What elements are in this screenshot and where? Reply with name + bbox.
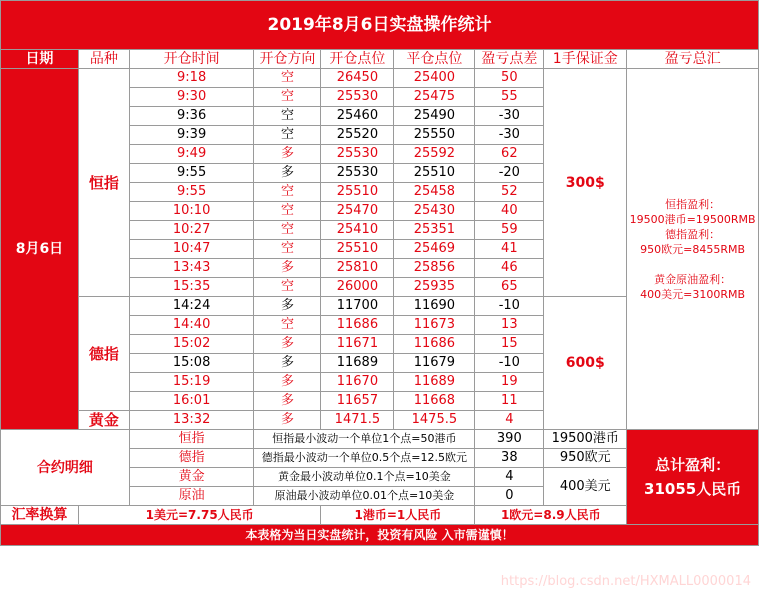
- contract-profit-gold-oil: 400美元: [544, 468, 627, 506]
- trade-open-time: 14:40: [129, 316, 254, 335]
- trade-direction: 空: [254, 316, 321, 335]
- trade-close-price: 25935: [394, 278, 475, 297]
- trade-pnl-points: 15: [475, 335, 544, 354]
- contract-points: 0: [475, 487, 544, 506]
- trade-open-time: 16:01: [129, 392, 254, 411]
- trade-pnl-points: 41: [475, 240, 544, 259]
- pnl-summary: [627, 69, 759, 430]
- trade-open-price: 25460: [321, 107, 394, 126]
- trade-close-price: 11673: [394, 316, 475, 335]
- contract-desc: 德指最小波动一个单位0.5个点=12.5欧元: [254, 449, 475, 468]
- trade-close-price: 11679: [394, 354, 475, 373]
- header-direction: 开仓方向: [254, 50, 321, 69]
- trade-pnl-points: 59: [475, 221, 544, 240]
- trade-direction: 空: [254, 107, 321, 126]
- summary-line: 950欧元=8455RMB: [640, 242, 746, 256]
- trade-open-price: 25520: [321, 126, 394, 145]
- fx-label: 汇率换算: [1, 506, 79, 525]
- summary-line: 黄金原油盈利：: [654, 272, 732, 286]
- trade-close-price: 11689: [394, 373, 475, 392]
- trade-direction: 空: [254, 278, 321, 297]
- header-close-price: 平仓点位: [394, 50, 475, 69]
- fx-usd: 1美元=7.75人民币: [78, 506, 321, 525]
- trade-direction: 多: [254, 392, 321, 411]
- trade-direction: 空: [254, 183, 321, 202]
- trade-open-price: 25410: [321, 221, 394, 240]
- page-title: 2019年8月6日实盘操作统计: [1, 1, 759, 50]
- trade-open-time: 9:36: [129, 107, 254, 126]
- trade-open-time: 13:43: [129, 259, 254, 278]
- header-margin: 1手保证金: [544, 50, 627, 69]
- trade-pnl-points: 62: [475, 145, 544, 164]
- trade-pnl-points: -20: [475, 164, 544, 183]
- contract-points: 390: [475, 430, 544, 449]
- trade-pnl-points: -30: [475, 126, 544, 145]
- trade-open-time: 15:35: [129, 278, 254, 297]
- trade-open-time: 9:49: [129, 145, 254, 164]
- trade-pnl-points: -30: [475, 107, 544, 126]
- trade-row: [1, 69, 759, 88]
- contract-name: 黄金: [129, 468, 254, 487]
- trade-open-price: 25530: [321, 145, 394, 164]
- trade-pnl-points: 65: [475, 278, 544, 297]
- trade-close-price: 1475.5: [394, 411, 475, 430]
- trade-pnl-points: 52: [475, 183, 544, 202]
- trade-pnl-points: 50: [475, 69, 544, 88]
- trade-open-price: 26000: [321, 278, 394, 297]
- trade-direction: 多: [254, 354, 321, 373]
- trade-close-price: 11668: [394, 392, 475, 411]
- product-gold: 黄金: [78, 411, 129, 430]
- header-open-time: 开仓时间: [129, 50, 254, 69]
- trade-open-time: 15:08: [129, 354, 254, 373]
- trade-open-price: 25470: [321, 202, 394, 221]
- trade-close-price: 25430: [394, 202, 475, 221]
- trade-direction: 多: [254, 164, 321, 183]
- trade-direction: 多: [254, 297, 321, 316]
- trade-open-time: 13:32: [129, 411, 254, 430]
- fx-eur: 1欧元=8.9人民币: [475, 506, 627, 525]
- trade-open-time: 9:55: [129, 164, 254, 183]
- trade-open-time: 10:27: [129, 221, 254, 240]
- summary-line: 19500港币=19500RMB: [629, 212, 756, 226]
- trade-open-price: 25530: [321, 164, 394, 183]
- contract-profit-hsi: 19500港币: [544, 430, 627, 449]
- header-row: [1, 50, 759, 69]
- trade-close-price: 11686: [394, 335, 475, 354]
- trade-open-price: 25510: [321, 240, 394, 259]
- trade-direction: 空: [254, 88, 321, 107]
- total-profit-value: 31055人民币: [644, 480, 742, 498]
- trade-open-price: 11686: [321, 316, 394, 335]
- trade-close-price: 25475: [394, 88, 475, 107]
- trade-close-price: 25592: [394, 145, 475, 164]
- trade-open-price: 25810: [321, 259, 394, 278]
- contract-name: 恒指: [129, 430, 254, 449]
- contract-name: 德指: [129, 449, 254, 468]
- trade-close-price: 11690: [394, 297, 475, 316]
- summary-line: 400美元=3100RMB: [640, 287, 746, 301]
- trade-pnl-points: -10: [475, 354, 544, 373]
- summary-spacer: [627, 257, 758, 272]
- fx-hkd: 1港币=1人民币: [321, 506, 475, 525]
- trade-open-time: 15:02: [129, 335, 254, 354]
- header-pnl-points: 盈亏点差: [475, 50, 544, 69]
- trade-open-price: 1471.5: [321, 411, 394, 430]
- trade-close-price: 25400: [394, 69, 475, 88]
- trade-pnl-points: 11: [475, 392, 544, 411]
- trade-open-price: 11689: [321, 354, 394, 373]
- trade-direction: 多: [254, 373, 321, 392]
- trade-close-price: 25458: [394, 183, 475, 202]
- trade-close-price: 25351: [394, 221, 475, 240]
- trade-direction: 空: [254, 202, 321, 221]
- trade-open-time: 14:24: [129, 297, 254, 316]
- product-hsi: 恒指: [78, 69, 129, 297]
- header-open-price: 开仓点位: [321, 50, 394, 69]
- trade-pnl-points: 40: [475, 202, 544, 221]
- contract-profit-dax: 950欧元: [544, 449, 627, 468]
- trade-open-price: 11671: [321, 335, 394, 354]
- trade-direction: 多: [254, 335, 321, 354]
- trade-open-time: 10:47: [129, 240, 254, 259]
- trade-direction: 空: [254, 126, 321, 145]
- trade-open-price: 26450: [321, 69, 394, 88]
- trade-direction: 多: [254, 411, 321, 430]
- contract-desc: 黄金最小波动单位0.1个点=10美金: [254, 468, 475, 487]
- summary-line: 德指盈利：: [665, 227, 721, 241]
- contract-points: 4: [475, 468, 544, 487]
- trade-close-price: 25490: [394, 107, 475, 126]
- total-profit-label: 总计盈利：: [655, 456, 731, 474]
- trade-open-price: 11657: [321, 392, 394, 411]
- trade-direction: 多: [254, 145, 321, 164]
- trade-open-price: 11670: [321, 373, 394, 392]
- trade-open-price: 25530: [321, 88, 394, 107]
- trade-close-price: 25469: [394, 240, 475, 259]
- trade-open-price: 25510: [321, 183, 394, 202]
- trade-open-price: 11700: [321, 297, 394, 316]
- trade-pnl-points: 55: [475, 88, 544, 107]
- summary-line: 恒指盈利：: [665, 197, 721, 211]
- trade-close-price: 25856: [394, 259, 475, 278]
- header-product: 品种: [78, 50, 129, 69]
- trade-direction: 空: [254, 240, 321, 259]
- trade-open-time: 9:18: [129, 69, 254, 88]
- trade-close-price: 25510: [394, 164, 475, 183]
- watermark: https://blog.csdn.net/HXMALL0000014: [500, 574, 751, 589]
- product-dax: 德指: [78, 297, 129, 411]
- trade-direction: 多: [254, 259, 321, 278]
- trade-pnl-points: 46: [475, 259, 544, 278]
- trade-direction: 空: [254, 69, 321, 88]
- trade-direction: 空: [254, 221, 321, 240]
- contract-details-label: 合约明细: [1, 430, 130, 506]
- trade-close-price: 25550: [394, 126, 475, 145]
- trade-pnl-points: 13: [475, 316, 544, 335]
- footer-notice: 本表格为当日实盘统计，投资有风险 入市需谨慎！: [1, 525, 759, 546]
- margin-dax: 600$: [544, 297, 627, 430]
- trade-pnl-points: -10: [475, 297, 544, 316]
- trade-open-time: 9:55: [129, 183, 254, 202]
- trade-open-time: 10:10: [129, 202, 254, 221]
- contract-desc: 恒指最小波动一个单位1个点=50港币: [254, 430, 475, 449]
- margin-hsi: 300$: [544, 69, 627, 297]
- date-cell: 8月6日: [1, 69, 79, 430]
- total-profit-cell: [627, 430, 759, 525]
- trade-pnl-points: 19: [475, 373, 544, 392]
- contract-name: 原油: [129, 487, 254, 506]
- contract-points: 38: [475, 449, 544, 468]
- contract-desc: 原油最小波动单位0.01个点=10美金: [254, 487, 475, 506]
- trade-pnl-points: 4: [475, 411, 544, 430]
- header-date: 日期: [1, 50, 79, 69]
- trade-open-time: 9:39: [129, 126, 254, 145]
- header-summary: 盈亏总汇: [627, 50, 759, 69]
- trade-open-time: 9:30: [129, 88, 254, 107]
- trade-open-time: 15:19: [129, 373, 254, 392]
